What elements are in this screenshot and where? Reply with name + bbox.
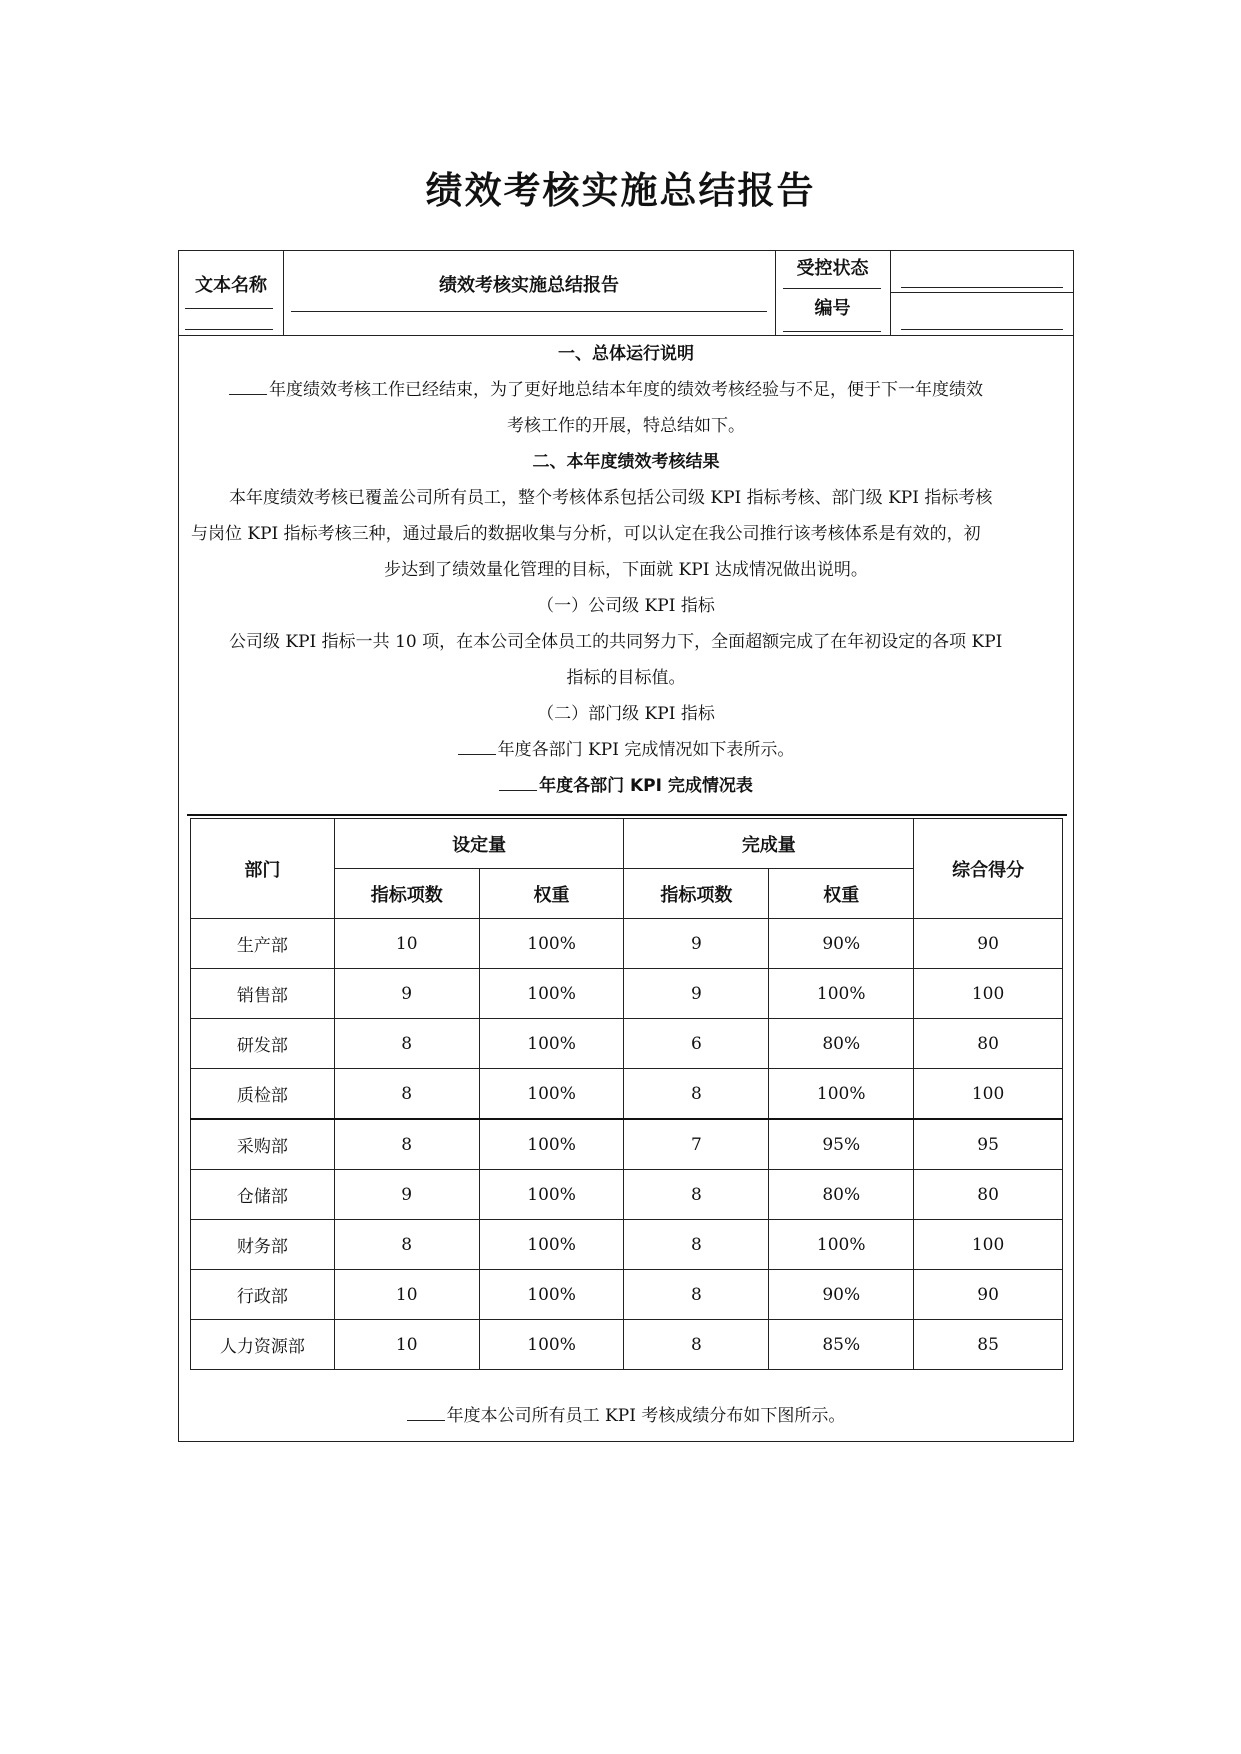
table-row [191, 1170, 1063, 1220]
table-row [191, 1119, 1063, 1170]
cell-score: 95 [914, 1119, 1063, 1170]
cell-score: 100 [914, 1069, 1063, 1120]
table-row [191, 1019, 1063, 1069]
cell-done-count: 9 [624, 969, 769, 1019]
table-row [191, 1220, 1063, 1270]
cell-done-weight: 100% [769, 969, 914, 1019]
table-row [191, 969, 1063, 1019]
table-header-row [191, 819, 1063, 869]
section2-heading: 二、本年度绩效考核结果 [532, 452, 720, 472]
subheader-set-weight: 权重 [479, 869, 624, 919]
cell-done-count: 8 [624, 1320, 769, 1370]
cell-done-count: 9 [624, 919, 769, 969]
cell-dept: 销售部 [191, 969, 335, 1019]
cell-done-weight: 85% [769, 1320, 914, 1370]
text: 年度本公司所有员工 KPI 考核成绩分布如下图所示。 [446, 1406, 846, 1426]
text-name-value: 绩效考核实施总结报告 [439, 275, 619, 296]
cell-set-count: 10 [334, 919, 479, 969]
control-status-label: 受控状态 [796, 258, 869, 279]
cell-score: 90 [914, 919, 1063, 969]
cell-done-weight: 95% [769, 1119, 914, 1170]
header-score: 综合得分 [914, 819, 1063, 919]
cell-set-count: 10 [334, 1320, 479, 1370]
subheader-done-count: 指标项数 [624, 869, 769, 919]
year-blank [229, 380, 267, 395]
cell-done-count: 6 [624, 1019, 769, 1069]
underline [783, 331, 881, 332]
year-blank [499, 776, 537, 791]
cell-set-count: 8 [334, 1220, 479, 1270]
table-row [191, 1320, 1063, 1370]
cell-set-weight: 100% [479, 1019, 624, 1069]
table-caption [179, 768, 1073, 804]
text: 年度绩效考核工作已经结束，为了更好地总结本年度的绩效考核经验与不足，便于下一年度绩效 [269, 380, 983, 400]
cell-score: 80 [914, 1019, 1063, 1069]
section1-paragraph-cont: 考核工作的开展，特总结如下。 [507, 416, 745, 436]
cell-set-count: 9 [334, 969, 479, 1019]
cell-dept: 人力资源部 [191, 1320, 335, 1370]
cell-set-weight: 100% [479, 1320, 624, 1370]
header-row [179, 251, 1073, 336]
cell-set-count: 8 [334, 1119, 479, 1170]
cell-dept: 行政部 [191, 1270, 335, 1320]
cell-done-count: 8 [624, 1069, 769, 1120]
cell-set-count: 10 [334, 1270, 479, 1320]
subsection1-heading: （一）公司级 KPI 指标 [537, 596, 715, 616]
cell-dept: 采购部 [191, 1119, 335, 1170]
cell-dept: 生产部 [191, 919, 335, 969]
divider [890, 292, 1073, 293]
section1-paragraph [191, 372, 1061, 408]
cell-set-weight: 100% [479, 1270, 624, 1320]
cell-set-weight: 100% [479, 919, 624, 969]
report-frame [178, 250, 1074, 1442]
cell-done-weight: 90% [769, 919, 914, 969]
cell-set-count: 8 [334, 1019, 479, 1069]
text-name-label: 文本名称 [195, 275, 267, 296]
cell-set-weight: 100% [479, 1119, 624, 1170]
document-title: 绩效考核实施总结报告 [425, 168, 816, 212]
cell-score: 100 [914, 1220, 1063, 1270]
cell-set-count: 9 [334, 1170, 479, 1220]
table-row [191, 919, 1063, 969]
cell-set-weight: 100% [479, 969, 624, 1019]
underline [291, 311, 767, 312]
header-done-amount: 完成量 [624, 819, 914, 869]
cell-done-weight: 80% [769, 1170, 914, 1220]
text: 年度各部门 KPI 完成情况表 [539, 776, 753, 796]
underline [185, 329, 273, 330]
cell-set-weight: 100% [479, 1069, 624, 1120]
cell-score: 80 [914, 1170, 1063, 1220]
cell-score: 90 [914, 1270, 1063, 1320]
cell-done-weight: 80% [769, 1019, 914, 1069]
section2-paragraph-line2: 与岗位 KPI 指标考核三种，通过最后的数据收集与分析，可以认定在我公司推行该考核体系是有效的，初 [191, 524, 981, 544]
cell-set-weight: 100% [479, 1170, 624, 1220]
year-blank [407, 1406, 445, 1421]
section2-paragraph-line1: 本年度绩效考核已覆盖公司所有员工，整个考核体系包括公司级 KPI 指标考核、部门级 KPI 指标考核 [229, 488, 993, 508]
subsection1-paragraph: 公司级 KPI 指标一共 10 项，在本公司全体员工的共同努力下，全面超额完成了在年初设定的各项 KPI [229, 632, 1003, 652]
subsection2-heading: （二）部门级 KPI 指标 [537, 704, 715, 724]
cell-dept: 仓储部 [191, 1170, 335, 1220]
underline [185, 308, 273, 309]
cell-done-weight: 100% [769, 1069, 914, 1120]
footer-note [179, 1398, 1073, 1434]
number-field[interactable] [901, 329, 1063, 330]
cell-set-weight: 100% [479, 1220, 624, 1270]
cell-score: 85 [914, 1320, 1063, 1370]
control-status-field[interactable] [901, 287, 1063, 288]
subheader-done-weight: 权重 [769, 869, 914, 919]
section2-paragraph-line3: 步达到了绩效量化管理的目标，下面就 KPI 达成情况做出说明。 [384, 560, 868, 580]
subsection2-intro [179, 732, 1073, 768]
cell-done-weight: 90% [769, 1270, 914, 1320]
year-blank [458, 740, 496, 755]
section1-heading: 一、总体运行说明 [558, 344, 694, 364]
underline [783, 288, 881, 289]
table-row [191, 1069, 1063, 1120]
header-dept: 部门 [191, 819, 335, 919]
cell-done-weight: 100% [769, 1220, 914, 1270]
divider [890, 251, 891, 335]
cell-dept: 质检部 [191, 1069, 335, 1120]
cell-dept: 研发部 [191, 1019, 335, 1069]
number-label: 编号 [814, 298, 851, 319]
cell-dept: 财务部 [191, 1220, 335, 1270]
header-set-amount: 设定量 [334, 819, 624, 869]
subsection1-paragraph-cont: 指标的目标值。 [566, 668, 686, 688]
cell-score: 100 [914, 969, 1063, 1019]
cell-done-count: 8 [624, 1220, 769, 1270]
table-top-rule [187, 814, 1067, 816]
cell-done-count: 7 [624, 1119, 769, 1170]
cell-done-count: 8 [624, 1170, 769, 1220]
subheader-set-count: 指标项数 [334, 869, 479, 919]
table-row [191, 1270, 1063, 1320]
cell-set-count: 8 [334, 1069, 479, 1120]
kpi-table [190, 818, 1063, 1370]
text: 年度各部门 KPI 完成情况如下表所示。 [497, 740, 795, 760]
cell-done-count: 8 [624, 1270, 769, 1320]
